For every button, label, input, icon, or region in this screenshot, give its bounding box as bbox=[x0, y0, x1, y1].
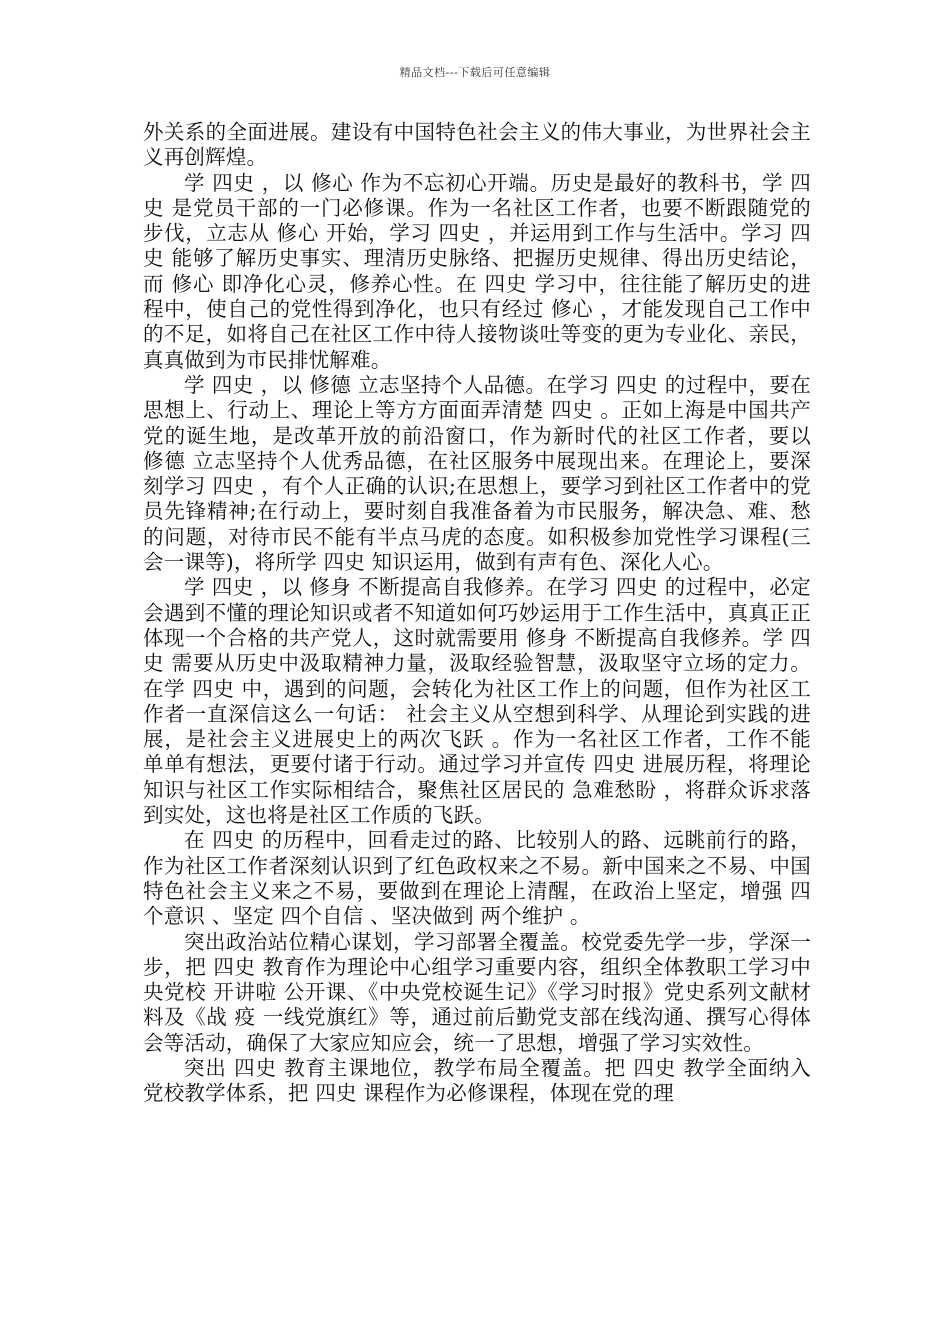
paragraph-continuation: 外关系的全面进展。建设有中国特色社会主义的伟大事业，为世界社会主义再创辉煌。 bbox=[143, 120, 811, 170]
paragraph-xiude: 学 四史 ，以 修德 立志坚持个人品德。在学习 四史 的过程中，要在思想上、行动上、理论上等方方面面弄清楚 四史 。正如上海是中国共产党的诞生地，是改革开放的前沿窗口，作为新时代的社区工作者，要以 修德 立志坚持个人优秀品德，在社区服务中展现出来。在理论上，要深刻学习 四史 ，有个人正确的认识;在思想上，要学习到社区工作者中的党员先锋精神;在行动上，要时刻自我准备着为市民服务，解决急、难、愁的问题，对待市民不能有半点马虎的态度。如积极参加党性学习课程(三会一课等)，将所学 四史 知识运用，做到有声有色、深化人心。 bbox=[143, 372, 811, 575]
document-body bbox=[143, 120, 811, 1107]
page-header: 精品文档---下载后可任意编辑 bbox=[399, 66, 551, 79]
paragraph-sishi-course: 在 四史 的历程中，回看走过的路、比较别人的路、远眺前行的路，作为社区工作者深刻认识到了红色政权来之不易。新中国来之不易、中国特色社会主义来之不易，要做到在理论上清醒，在政治上坚定，增强 四个意识 、坚定 四个自信 、坚决做到 两个维护 。 bbox=[143, 828, 811, 929]
paragraph-political-stance: 突出政治站位精心谋划，学习部署全覆盖。校党委先学一步，学深一步，把 四史 教育作为理论中心组学习重要内容，组织全体教职工学习中央党校 开讲啦 公开课、《中央党校诞生记》《学习时报》党史系列文献材料及《战 疫 一线党旗红》等，通过前后勤党支部在线沟通、撰写心得体会等活动，确保了大家应知应会，统一了思想，增强了学习实效性。 bbox=[143, 929, 811, 1055]
paragraph-xiuxin: 学 四史 ，以 修心 作为不忘初心开端。历史是最好的教科书，学 四史 是党员干部的一门必修课。作为一名社区工作者，也要不断跟随党的步伐，立志从 修心 开始，学习 四史 ，并运用到工作与生活中。学习 四史 能够了解历史事实、理清历史脉络、把握历史规律、得出历史结论，而 修心 即净化心灵，修养心性。在 四史 学习中，往往能了解历史的进程中，使自己的党性得到净化，也只有经过 修心 ，才能发现自己工作中的不足，如将自己在社区工作中待人接物谈吐等变的更为专业化、亲民，真真做到为市民排忧解难。 bbox=[143, 170, 811, 372]
paragraph-xiushen: 学 四史 ，以 修身 不断提高自我修养。在学习 四史 的过程中，必定会遇到不懂的理论知识或者不知道如何巧妙运用于工作生活中，真真正正体现一个合格的共产党人，这时就需要用 修身 不断提高自我修养。学 四史 需要从历史中汲取精神力量，汲取经验智慧，汲取坚守立场的定力。在学 四史 中，遇到的问题，会转化为社区工作上的问题，但作为社区工作者一直深信这么一句话： 社会主义从空想到科学、从理论到实践的进展，是社会主义进展史上的两次飞跃 。作为一名社区工作者，工作不能单单有想法，更要付诸于行动。通过学习并宣传 四史 进展历程，将理论知识与社区工作实际相结合，聚焦社区居民的 急难愁盼 ，将群众诉求落到实处，这也将是社区工作质的飞跃。 bbox=[143, 575, 811, 828]
paragraph-teaching-layout: 突出 四史 教育主课地位，教学布局全覆盖。把 四史 教学全面纳入党校教学体系，把 四史 课程作为必修课程，体现在党的理 bbox=[143, 1055, 811, 1106]
